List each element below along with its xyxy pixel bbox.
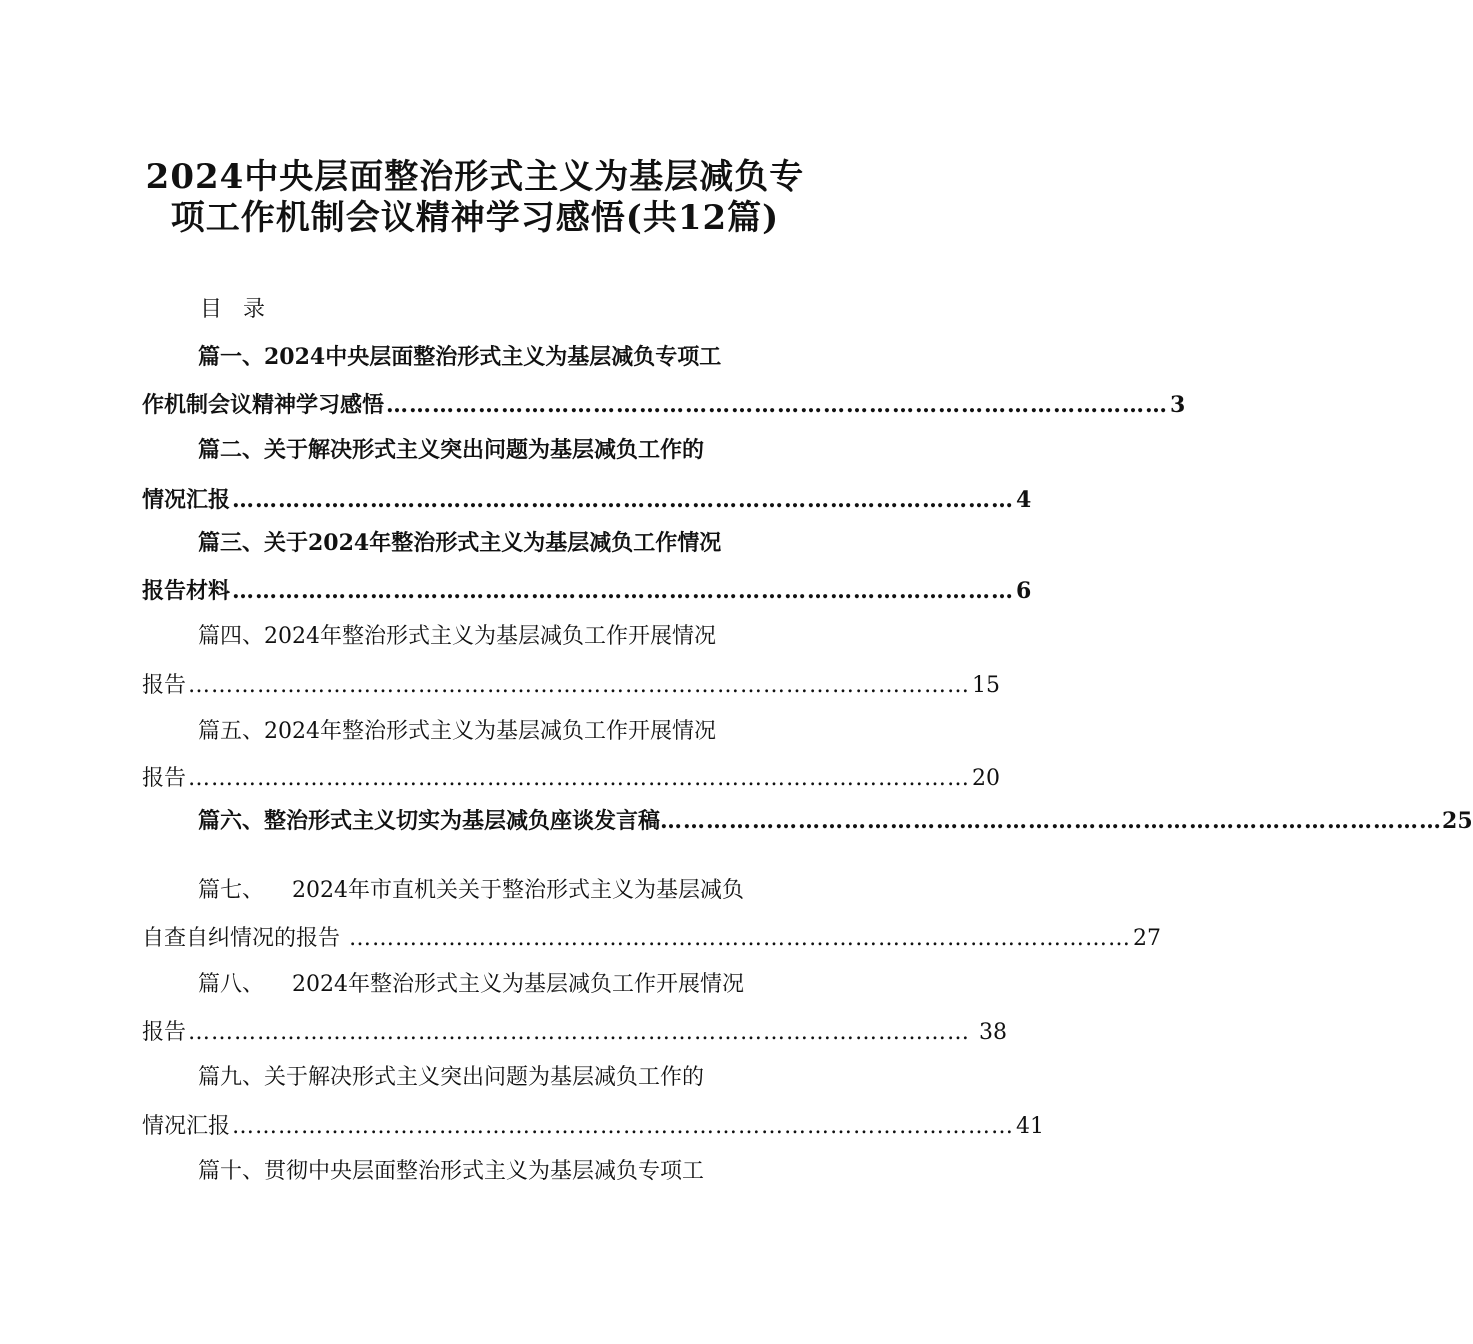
toc-leader-dots: ………………………………………………………………………………………… [188,766,971,791]
toc-entry-8-line2[interactable] [142,1016,1008,1050]
toc-entry-label: 情况汇报 [142,1114,231,1139]
toc-entry-7-line1[interactable]: 篇七、 2024年市直机关关于整治形式主义为基层减负 [198,878,744,903]
toc-page-number: 15 [972,673,1001,698]
toc-entry-1-line1[interactable]: 篇一、2024中央层面整治形式主义为基层减负专项工 [198,344,722,370]
toc-page-number: 25 [1442,808,1473,834]
toc-leader-dots: ………………………………………………………………………………………… [660,808,1443,834]
toc-entry-4-line2[interactable] [142,669,1001,703]
toc-entry-label: 自查自纠情况的报告 [142,926,347,951]
toc-page-number: 41 [1016,1114,1045,1139]
toc-entry-9-line1[interactable]: 篇九、关于解决形式主义突出问题为基层减负工作的 [198,1065,705,1090]
toc-entry-3-line1[interactable]: 篇三、关于2024年整治形式主义为基层减负工作情况 [198,530,722,556]
toc-entry-6[interactable] [198,804,1473,838]
toc-page-number: 3 [1170,392,1186,418]
toc-page-number: 4 [1016,487,1032,513]
toc-page-number: 6 [1016,578,1032,604]
toc-entry-label: 情况汇报 [142,487,231,513]
toc-entry-label: 报告材料 [142,578,231,604]
toc-entry-label: 作机制会议精神学习感悟 [142,392,385,418]
toc-entry-1-line2[interactable] [142,388,1186,422]
toc-page-number: 38 [972,1020,1008,1045]
toc-leader-dots: ………………………………………………………………………………………… [386,392,1169,418]
toc-leader-dots: ………………………………………………………………………………………… [349,926,1131,951]
toc-leader-dots: ………………………………………………………………………………………… [232,487,1015,513]
toc-entry-3-line2[interactable] [142,574,1032,608]
toc-leader-dots: ………………………………………………………………………………………… [232,1114,1015,1139]
toc-leader-dots: ………………………………………………………………………………………… [188,673,971,698]
toc-entry-4-line1[interactable]: 篇四、2024年整治形式主义为基层减负工作开展情况 [198,624,716,649]
toc-leader-dots: ………………………………………………………………………………………… [188,1020,971,1045]
toc-page-number: 27 [1133,926,1161,951]
toc-entry-label: 报告 [142,1020,187,1045]
toc-entry-5-line2[interactable] [142,762,1001,796]
toc-page-number: 20 [972,766,1001,791]
document-title-line1: 2024中央层面整治形式主义为基层减负专 [145,157,805,197]
toc-entry-label: 报告 [142,673,187,698]
toc-leader-dots: ………………………………………………………………………………………… [232,578,1015,604]
toc-heading: 目 录 [200,297,265,322]
toc-entry-2-line1[interactable]: 篇二、关于解决形式主义突出问题为基层减负工作的 [198,437,705,463]
toc-entry-label: 篇六、整治形式主义切实为基层减负座谈发言稿 [198,808,661,834]
toc-entry-label: 报告 [142,766,187,791]
toc-entry-2-line2[interactable] [142,483,1032,517]
toc-entry-9-line2[interactable] [142,1110,1045,1144]
toc-entry-7-line2[interactable] [142,922,1161,956]
toc-entry-10-line1[interactable]: 篇十、贯彻中央层面整治形式主义为基层减负专项工 [198,1159,705,1184]
document-title-line2: 项工作机制会议精神学习感悟(共12篇) [170,198,780,238]
toc-entry-5-line1[interactable]: 篇五、2024年整治形式主义为基层减负工作开展情况 [198,719,716,744]
toc-entry-8-line1[interactable]: 篇八、 2024年整治形式主义为基层减负工作开展情况 [198,972,744,997]
